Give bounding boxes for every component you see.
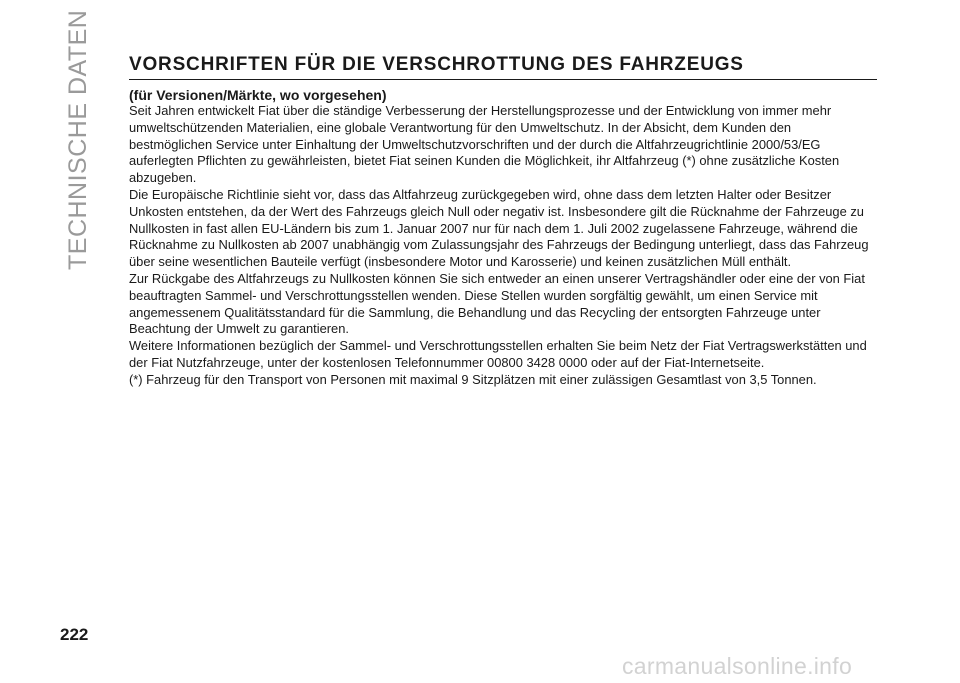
paragraph-info: Weitere Informationen bezüglich der Sammel- und Verschrottungsstellen erhalten Sie beim Netz der Fiat Vertragswerkstätten und der Fiat Nutzfahrzeuge, unter der kostenlosen Telefonnummer 00800 3428 0000 oder auf der Fiat-Internetseite.	[129, 338, 867, 370]
watermark-text: carmanualsonline.info	[622, 653, 853, 679]
page-number: 222	[60, 625, 89, 644]
section-label: TECHNISCHE DATEN	[64, 9, 92, 270]
article-subtitle: (für Versionen/Märkte, wo vorgesehen)	[129, 87, 387, 103]
paragraph-eu-directive: Die Europäische Richtlinie sieht vor, dass das Altfahrzeug zurückgegeben wird, ohne dass dem letzten Halter oder Besitzer Unkosten entstehen, da der Wert des Fahrzeugs gleich Null oder negativ ist. Insbesondere gilt die Rücknahme der Fahrzeuge zu Nullkosten in fast allen EU-Ländern bis zum 1. Januar 2007 nur für nach dem 1. Juli 2002 zugelassene Fahrzeuge, während die Rücknahme zu Nullkosten ab 2007 unabhängig vom Zulassungsjahr des Fahrzeugs der Bedingung unterliegt, dass das Fahrzeug über seine wesentlichen Bauteile verfügt (insbesondere Motor und Karosserie) und keinen zusätzlichen Müll enthält.	[129, 186, 869, 270]
article	[129, 54, 877, 389]
paragraph-return: Zur Rückgabe des Altfahrzeugs zu Nullkosten können Sie sich entweder an einen unserer Vertragshändler oder eine der von Fiat beauftragten Sammel- und Verschrottungsstellen wenden. Diese Stellen wurden sorgfältig gewählt, um einen Service mit angemessenem Qualitätsstandard für die Sammlung, die Behandlung und das Recycling der entsorgten Fahrzeuge unter Beachtung der Umwelt zu garantieren.	[129, 270, 865, 337]
paragraph-footnote: (*) Fahrzeug für den Transport von Personen mit maximal 9 Sitzplätzen mit einer zulässigen Gesamtlast von 3,5 Tonnen.	[129, 371, 817, 387]
paragraph-intro: Seit Jahren entwickelt Fiat über die ständige Verbesserung der Herstellungsprozesse und der Entwicklung von immer mehr umweltschützenden Materialien, eine globale Verantwortung für den Umweltschutz. In der Absicht, dem Kunden den bestmöglichen Service unter Einhaltung der Umweltschutzvorschriften und der durch die Altfahrzeugrichtlinie 2000/53/EG auferlegten Pflichten zu gewährleisten, bietet Fiat seinen Kunden die Möglichkeit, ihr Altfahrzeug (*) ohne zusätzliche Kosten abzugeben.	[129, 103, 840, 186]
article-title: VORSCHRIFTEN FÜR DIE VERSCHROTTUNG DES FAHRZEUGS	[129, 54, 877, 80]
